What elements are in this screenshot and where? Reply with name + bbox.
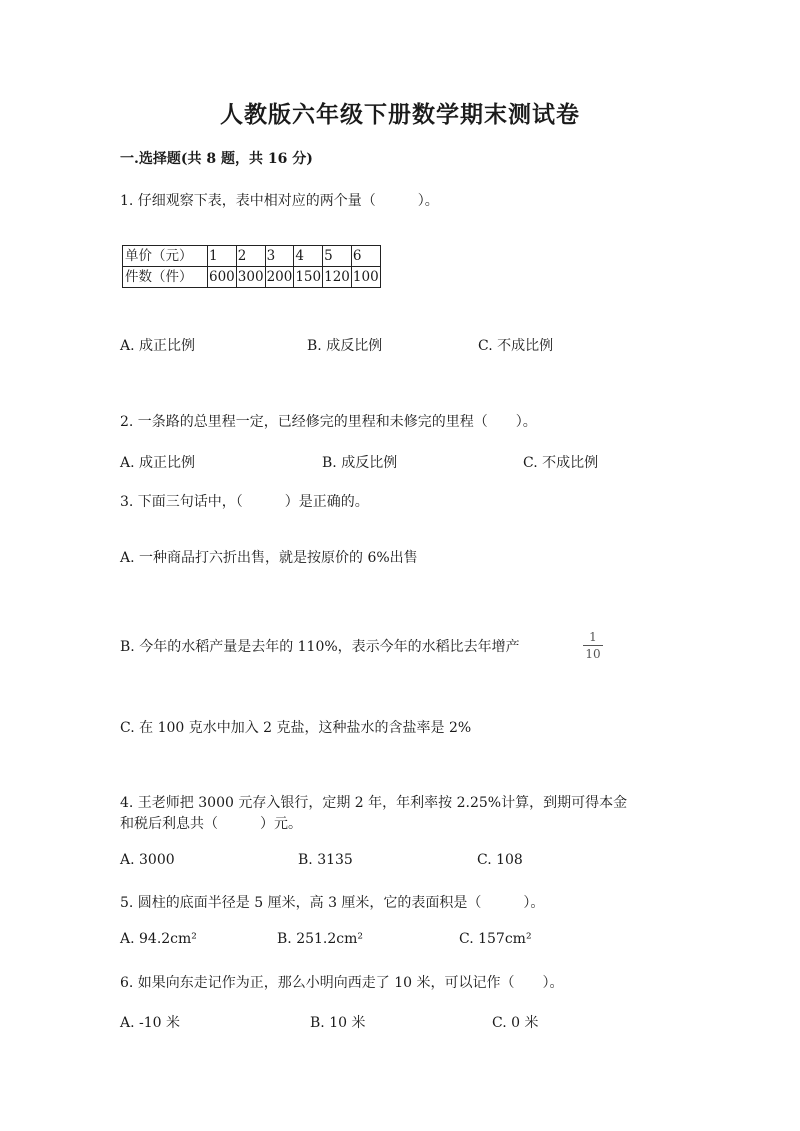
q4-option-c[interactable]: C. 108 [477, 852, 523, 868]
fraction-bar [583, 645, 603, 646]
q5-option-b[interactable]: B. 251.2cm² [277, 931, 363, 947]
page-title: 人教版六年级下册数学期末测试卷 [220, 101, 580, 128]
table-cell: 单价（元） [123, 246, 208, 267]
table-cell: 3 [265, 246, 294, 267]
table-cell: 件数（件） [123, 267, 208, 288]
table-row [123, 267, 381, 288]
q1-option-c[interactable]: C. 不成比例 [478, 338, 554, 354]
question-1-text: 1. 仔细观察下表，表中相对应的两个量（ ）。 [120, 193, 439, 209]
price-quantity-table [122, 245, 381, 288]
q4-option-a[interactable]: A. 3000 [120, 852, 175, 868]
q6-option-b[interactable]: B. 10 米 [310, 1015, 366, 1031]
table-cell: 300 [236, 267, 265, 288]
q1-option-b[interactable]: B. 成反比例 [307, 338, 383, 354]
q6-option-c[interactable]: C. 0 米 [492, 1015, 539, 1031]
table-row [123, 246, 381, 267]
q2-option-b[interactable]: B. 成反比例 [322, 455, 398, 471]
question-2-text: 2. 一条路的总里程一定，已经修完的里程和未修完的里程（ ）。 [120, 414, 537, 430]
q3-option-c[interactable]: C. 在 100 克水中加入 2 克盐，这种盐水的含盐率是 2% [120, 720, 472, 736]
question-4-text-line1: 4. 王老师把 3000 元存入银行，定期 2 年，年利率按 2.25%计算，到期可得本金 [120, 795, 628, 811]
question-4-text-line2: 和税后利息共（ ）元。 [120, 816, 302, 832]
q2-option-c[interactable]: C. 不成比例 [523, 455, 599, 471]
table-cell: 6 [351, 246, 380, 267]
q2-option-a[interactable]: A. 成正比例 [120, 455, 196, 471]
q6-option-a[interactable]: A. -10 米 [120, 1015, 181, 1031]
fraction-denominator: 10 [585, 647, 601, 661]
table-cell: 100 [351, 267, 380, 288]
table-cell: 200 [265, 267, 294, 288]
question-6-text: 6. 如果向东走记作为正，那么小明向西走了 10 米，可以记作（ ）。 [120, 975, 564, 991]
fraction-one-tenth [583, 630, 603, 661]
table-cell: 120 [323, 267, 352, 288]
table-cell: 5 [323, 246, 352, 267]
q3-option-a[interactable]: A. 一种商品打六折出售，就是按原价的 6%出售 [120, 550, 418, 566]
table-cell: 1 [208, 246, 237, 267]
q1-option-a[interactable]: A. 成正比例 [120, 338, 196, 354]
q3-option-b[interactable]: B. 今年的水稻产量是去年的 110%，表示今年的水稻比去年增产 [120, 639, 520, 655]
section-heading: 一.选择题(共 8 题，共 16 分) [120, 151, 313, 167]
q4-option-b[interactable]: B. 3135 [298, 852, 353, 868]
q5-option-a[interactable]: A. 94.2cm² [120, 931, 197, 947]
table-cell: 2 [236, 246, 265, 267]
fraction-numerator: 1 [589, 630, 597, 644]
table-cell: 4 [294, 246, 323, 267]
table-cell: 150 [294, 267, 323, 288]
question-3-text: 3. 下面三句话中，（ ）是正确的。 [120, 494, 369, 510]
table-cell: 600 [208, 267, 237, 288]
q5-option-c[interactable]: C. 157cm² [459, 931, 532, 947]
question-5-text: 5. 圆柱的底面半径是 5 厘米，高 3 厘米，它的表面积是（ ）。 [120, 895, 545, 911]
